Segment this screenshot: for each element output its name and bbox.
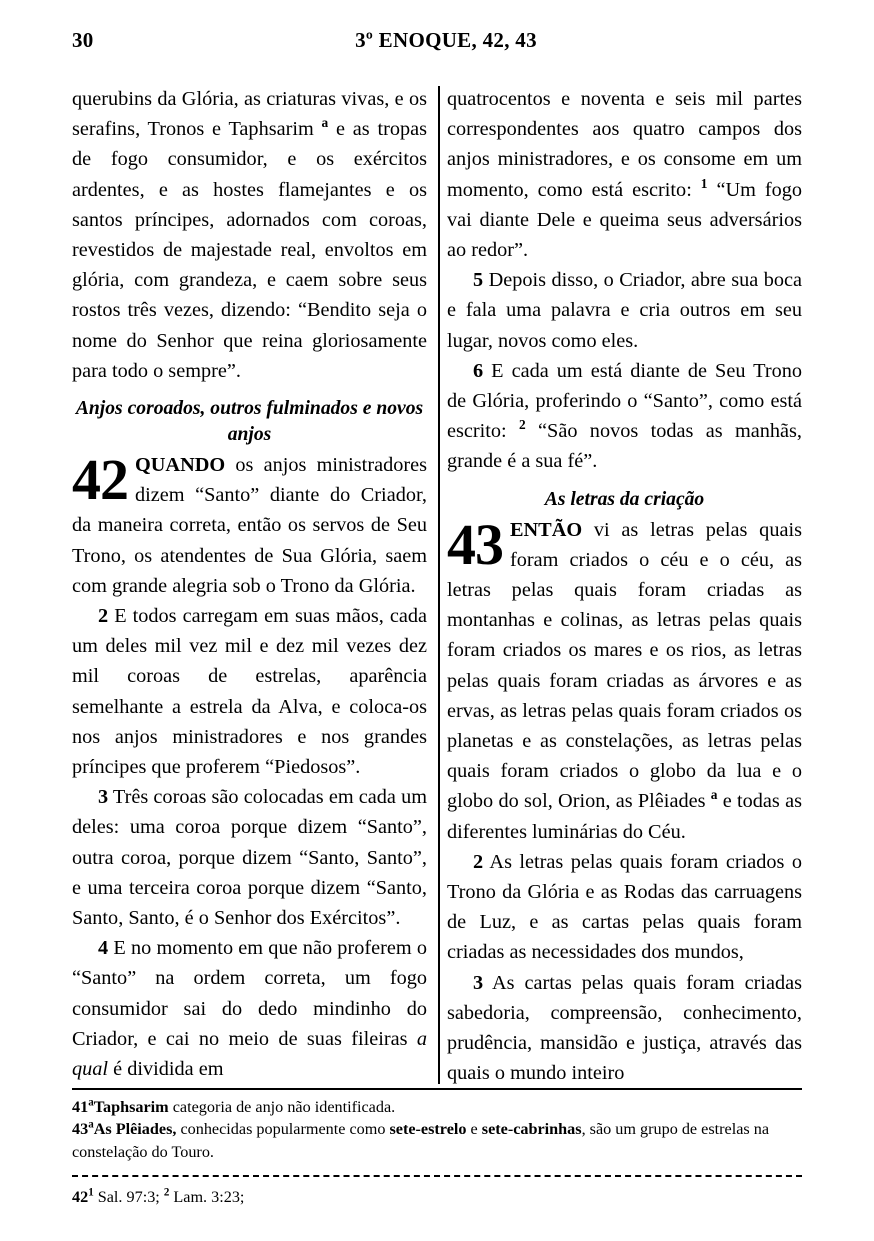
continuation-text-part1: querubins da Glória, as criaturas vivas, e os serafins, Tronos e Taphsarim [72,88,427,141]
chapter-opening-text-part2: e todas as diferentes luminárias do Céu. [447,790,802,843]
footnote-term: As Plêiades, [93,1120,177,1139]
chapter-opener-43 [447,511,802,847]
column-left [72,84,427,1086]
footnote-item [72,1096,806,1118]
footnote-text-part1: conhecidas popularmente como [176,1120,390,1139]
crossref-item [72,1186,806,1208]
crossref-marker-1: 1 [88,1186,94,1199]
footnote-chapter: 41 [72,1098,89,1116]
verse-paragraph [447,847,802,968]
body-text-area [72,84,802,1086]
verse-number: 6 [473,359,484,382]
verse-paragraph [447,968,802,1086]
reference-marker-1: 1 [700,175,708,191]
chapter-opening-word-42: QUANDO [135,454,226,477]
footnote-text-part3: , são um grupo de estrelas na constelação do Touro. [72,1120,770,1161]
crossref-text-2: Lam. 3:23; [169,1188,245,1206]
footnote-text: categoria de anjo não identificada. [168,1098,396,1116]
reference-marker-2: 2 [519,417,526,433]
continuation-text-part1: quatrocentos e noventa e seis mil partes correspondentes aos quatro campos dos anjos ministradores, e os consome em um momento, como está escrito: [447,88,802,201]
crossref-marker-2: 2 [163,1186,170,1199]
verse-number: 3 [473,971,484,994]
verse-number: 2 [98,605,109,628]
verse-text: As cartas pelas quais foram criadas sabedoria, compreensão, conhecimento, prudência, mansidão e justiça, através das quais o mundo inteiro [447,971,802,1085]
verse-text-before-italic: E no momento em que não proferem o “Santo” na ordem correta, um fogo consumidor sai do dedo mindinho do Criador, e cai no meio de suas fileiras [72,937,427,1050]
footnote-marker-a: a [321,115,329,131]
verse-text: Depois disso, o Criador, abre sua boca e fala uma palavra e cria outros em seu lugar, novos como eles. [447,269,802,352]
column-right [447,84,802,1086]
chapter-number-dropcap-42: 42 [72,447,128,513]
continuation-text-part2: “Um fogo vai diante Dele e queima seus adversários ao redor”. [447,178,802,262]
footnote-term: Taphsarim [93,1098,169,1116]
book-title-header: 3º ENOQUE, 42, 43 [355,28,537,52]
verse-text-after-italic: é dividida em [108,1058,224,1081]
cross-references-block [72,1186,806,1208]
verse-number: 3 [98,786,109,809]
chapter-opening-text-42: os anjos ministradores dizem “Santo” diante do Criador, da maneira correta, então os servos de Seu Trono, os atendentes de Sua Glória, saem com grande alegria sob o Trono da Glória. [72,454,427,597]
crossref-separator-dashed-rule [72,1175,802,1177]
verse-text: Três coroas são colocadas em cada um deles: uma coroa porque dizem “Santo”, outra coroa, porque dizem “Santo, Santo”, e uma terceira coroa porque dizem “Santo, Santo, Santo, é o Senhor dos Exércitos”. [72,786,427,930]
verse-text: E todos carregam em suas mãos, cada um deles mil vez mil e dez mil vezes dez mil coroas de estrelas, aparência semelhante a estrela da Alva, e coloca-os nos anjos ministradores e nos grandes príncipes que proferem “Piedosos”. [72,605,427,779]
paragraph-continuation-right [447,84,802,265]
verse-text-part1: E cada um está diante de Seu Trono de Glória, proferindo o “Santo”, como está escrito: [447,359,802,443]
page-number: 30 [72,28,94,52]
column-divider-rule [438,86,440,1084]
chapter-number-dropcap-43: 43 [447,511,503,577]
verse-paragraph [72,782,427,933]
footnote-text-part2: e [466,1120,482,1139]
verse-paragraph [447,265,802,356]
crossref-text-1: Sal. 97:3; [93,1188,164,1206]
footnotes-block [72,1096,806,1163]
running-header [72,28,802,56]
verse-paragraph [72,601,427,782]
footnote-marker: a [88,1096,94,1109]
verse-paragraph [72,933,427,1084]
crossref-chapter: 42 [72,1188,89,1206]
verse-text: As letras pelas quais foram criados o Trono da Glória e as Rodas das carruagens de Luz, e as cartas pelas quais foram criadas as necessidades dos mundos, [447,850,802,964]
continuation-text-part2: e as tropas de fogo consumidor, e os exércitos ardentes, e as hostes flamejantes e os santos príncipes, adornados com coroas, revestidos de majestade real, envoltos em glória, com grandeza, e caem sobre seus rostos três vezes, dizendo: “Bendito seja o nome do Senhor que reina gloriosamente para todo o sempre”. [72,118,427,382]
footnote-item [72,1118,806,1163]
footnote-chapter: 43 [72,1120,89,1139]
footnote-term-alt2: sete-cabrinhas [481,1120,582,1139]
footnote-marker-a: a [710,787,718,803]
verse-number: 5 [473,269,484,292]
footnote-term-alt1: sete-estrelo [389,1120,467,1139]
footnote-separator-rule [72,1088,802,1090]
verse-number: 2 [473,850,484,873]
section-heading-43: As letras da criação [544,488,705,510]
verse-paragraph [447,356,802,477]
verse-text-part2: “São novos todas as manhãs, grande é a sua fé”. [447,420,802,473]
chapter-opener-42 [72,447,427,601]
chapter-opening-word-43: ENTÃO [510,518,583,541]
paragraph-continuation-left [72,84,427,386]
verse-number: 4 [98,937,109,960]
verse-italic-phrase: a qual [72,1027,427,1081]
section-heading-42: Anjos coroados, outros fulminados e novos anjos [75,398,424,446]
chapter-opening-text-part1: vi as letras pelas quais foram criados o céu e o céu, as letras pelas quais foram criadas as montanhas e colinas, as letras pelas quais foram criados os mares e os rios, as letras pelas quais foram criadas as árvores e as ervas, as letras pelas quais foram criados os planetas e as constelações, as letras pelas quais foram criados o globo da lua e o globo do sol, Orion, as Plêiades [447,518,802,813]
footnote-marker: a [88,1119,94,1132]
